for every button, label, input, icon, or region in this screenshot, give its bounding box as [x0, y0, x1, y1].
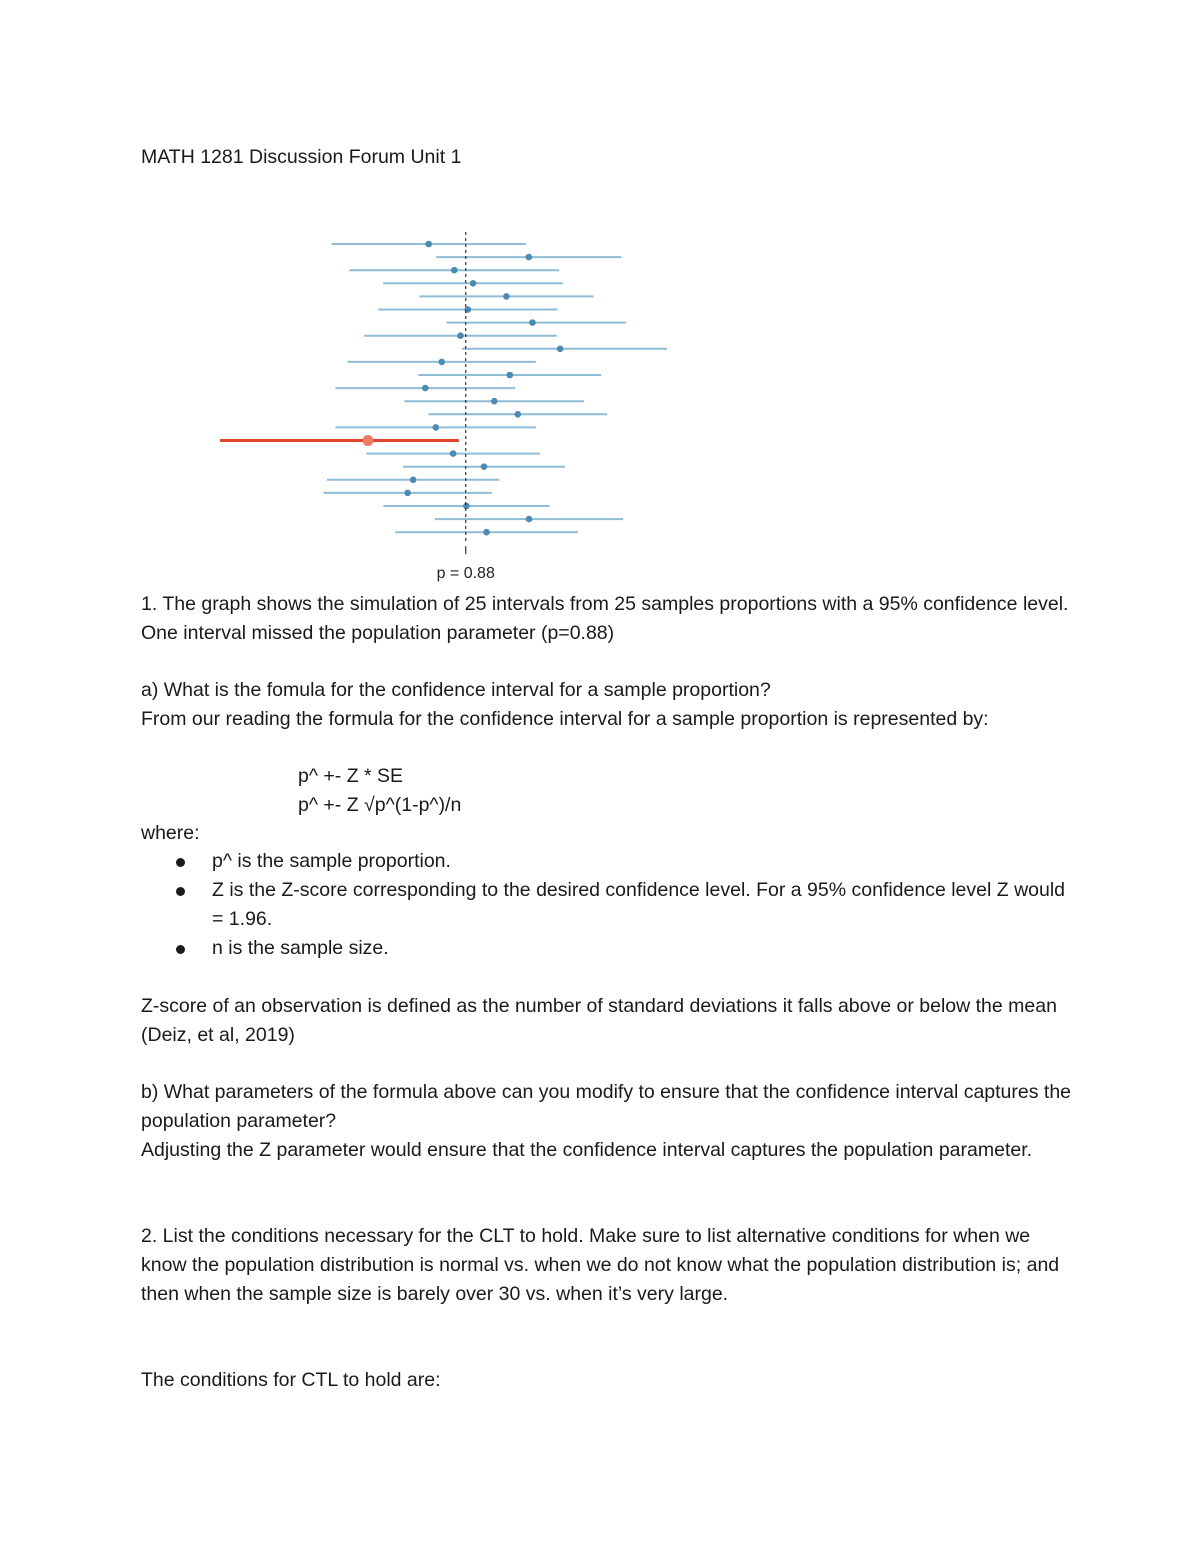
interval-point — [450, 450, 457, 457]
list-item: n is the sample size. — [141, 934, 1071, 963]
interval-point — [422, 385, 429, 392]
question-2: 2. List the conditions necessary for the CLT to hold. Make sure to list alternative conditions for when we know the population distribution is normal vs. when we do not know what the population distribution is; and then when the sample size is barely over 30 vs. when it’s very large. — [141, 1225, 1060, 1305]
confidence-interval-chart — [200, 222, 760, 582]
question-1a: a) What is the fomula for the confidence interval for a sample proportion? — [141, 679, 771, 701]
interval-point — [526, 254, 533, 261]
interval-point — [503, 293, 510, 300]
interval-point — [451, 267, 458, 274]
formula-line-1: p^ +- Z * SE — [298, 765, 404, 787]
chart-interval-lines — [220, 244, 667, 532]
interval-point — [526, 516, 533, 523]
question-1b: b) What parameters of the formula above can you modify to ensure that the confidence interval captures the population parameter? — [141, 1081, 1072, 1132]
reference-label: p = 0.88 — [436, 565, 495, 582]
interval-point — [457, 332, 464, 339]
interval-point — [438, 359, 445, 366]
interval-point — [557, 346, 564, 353]
interval-point — [481, 463, 488, 470]
missed-interval-point — [362, 435, 373, 446]
formula-line-2: p^ +- Z √p^(1-p^)/n — [298, 794, 462, 816]
interval-point — [515, 411, 522, 418]
interval-point — [425, 241, 432, 248]
question-1-intro: 1. The graph shows the simulation of 25 intervals from 25 samples proportions with a 95% confidence level. One interval missed the population parameter (p=0.88) — [141, 593, 1069, 644]
zscore-definition: Z-score of an observation is defined as the number of standard deviations it falls above or below the mean (Deiz, et al, 2019) — [141, 995, 1057, 1046]
definition-list — [141, 847, 1071, 963]
interval-point — [404, 490, 411, 497]
interval-point — [432, 424, 439, 431]
interval-point — [483, 529, 490, 536]
interval-point — [410, 477, 417, 484]
interval-point — [529, 319, 536, 326]
list-item: Z is the Z-score corresponding to the desired confidence level. For a 95% confidence level Z would = 1.96. — [141, 876, 1071, 934]
interval-point — [507, 372, 514, 379]
interval-point — [463, 503, 470, 510]
answer-1a: From our reading the formula for the confidence interval for a sample proportion is represented by: — [141, 708, 989, 730]
answer-1b: Adjusting the Z parameter would ensure that the confidence interval captures the population parameter. — [141, 1139, 1033, 1161]
interval-point — [491, 398, 498, 405]
answer-2-intro: The conditions for CTL to hold are: — [141, 1369, 441, 1391]
where-label: where: — [141, 822, 200, 844]
interval-point — [470, 280, 477, 287]
list-item: p^ is the sample proportion. — [141, 847, 1071, 876]
document-title: MATH 1281 Discussion Forum Unit 1 — [141, 146, 462, 168]
